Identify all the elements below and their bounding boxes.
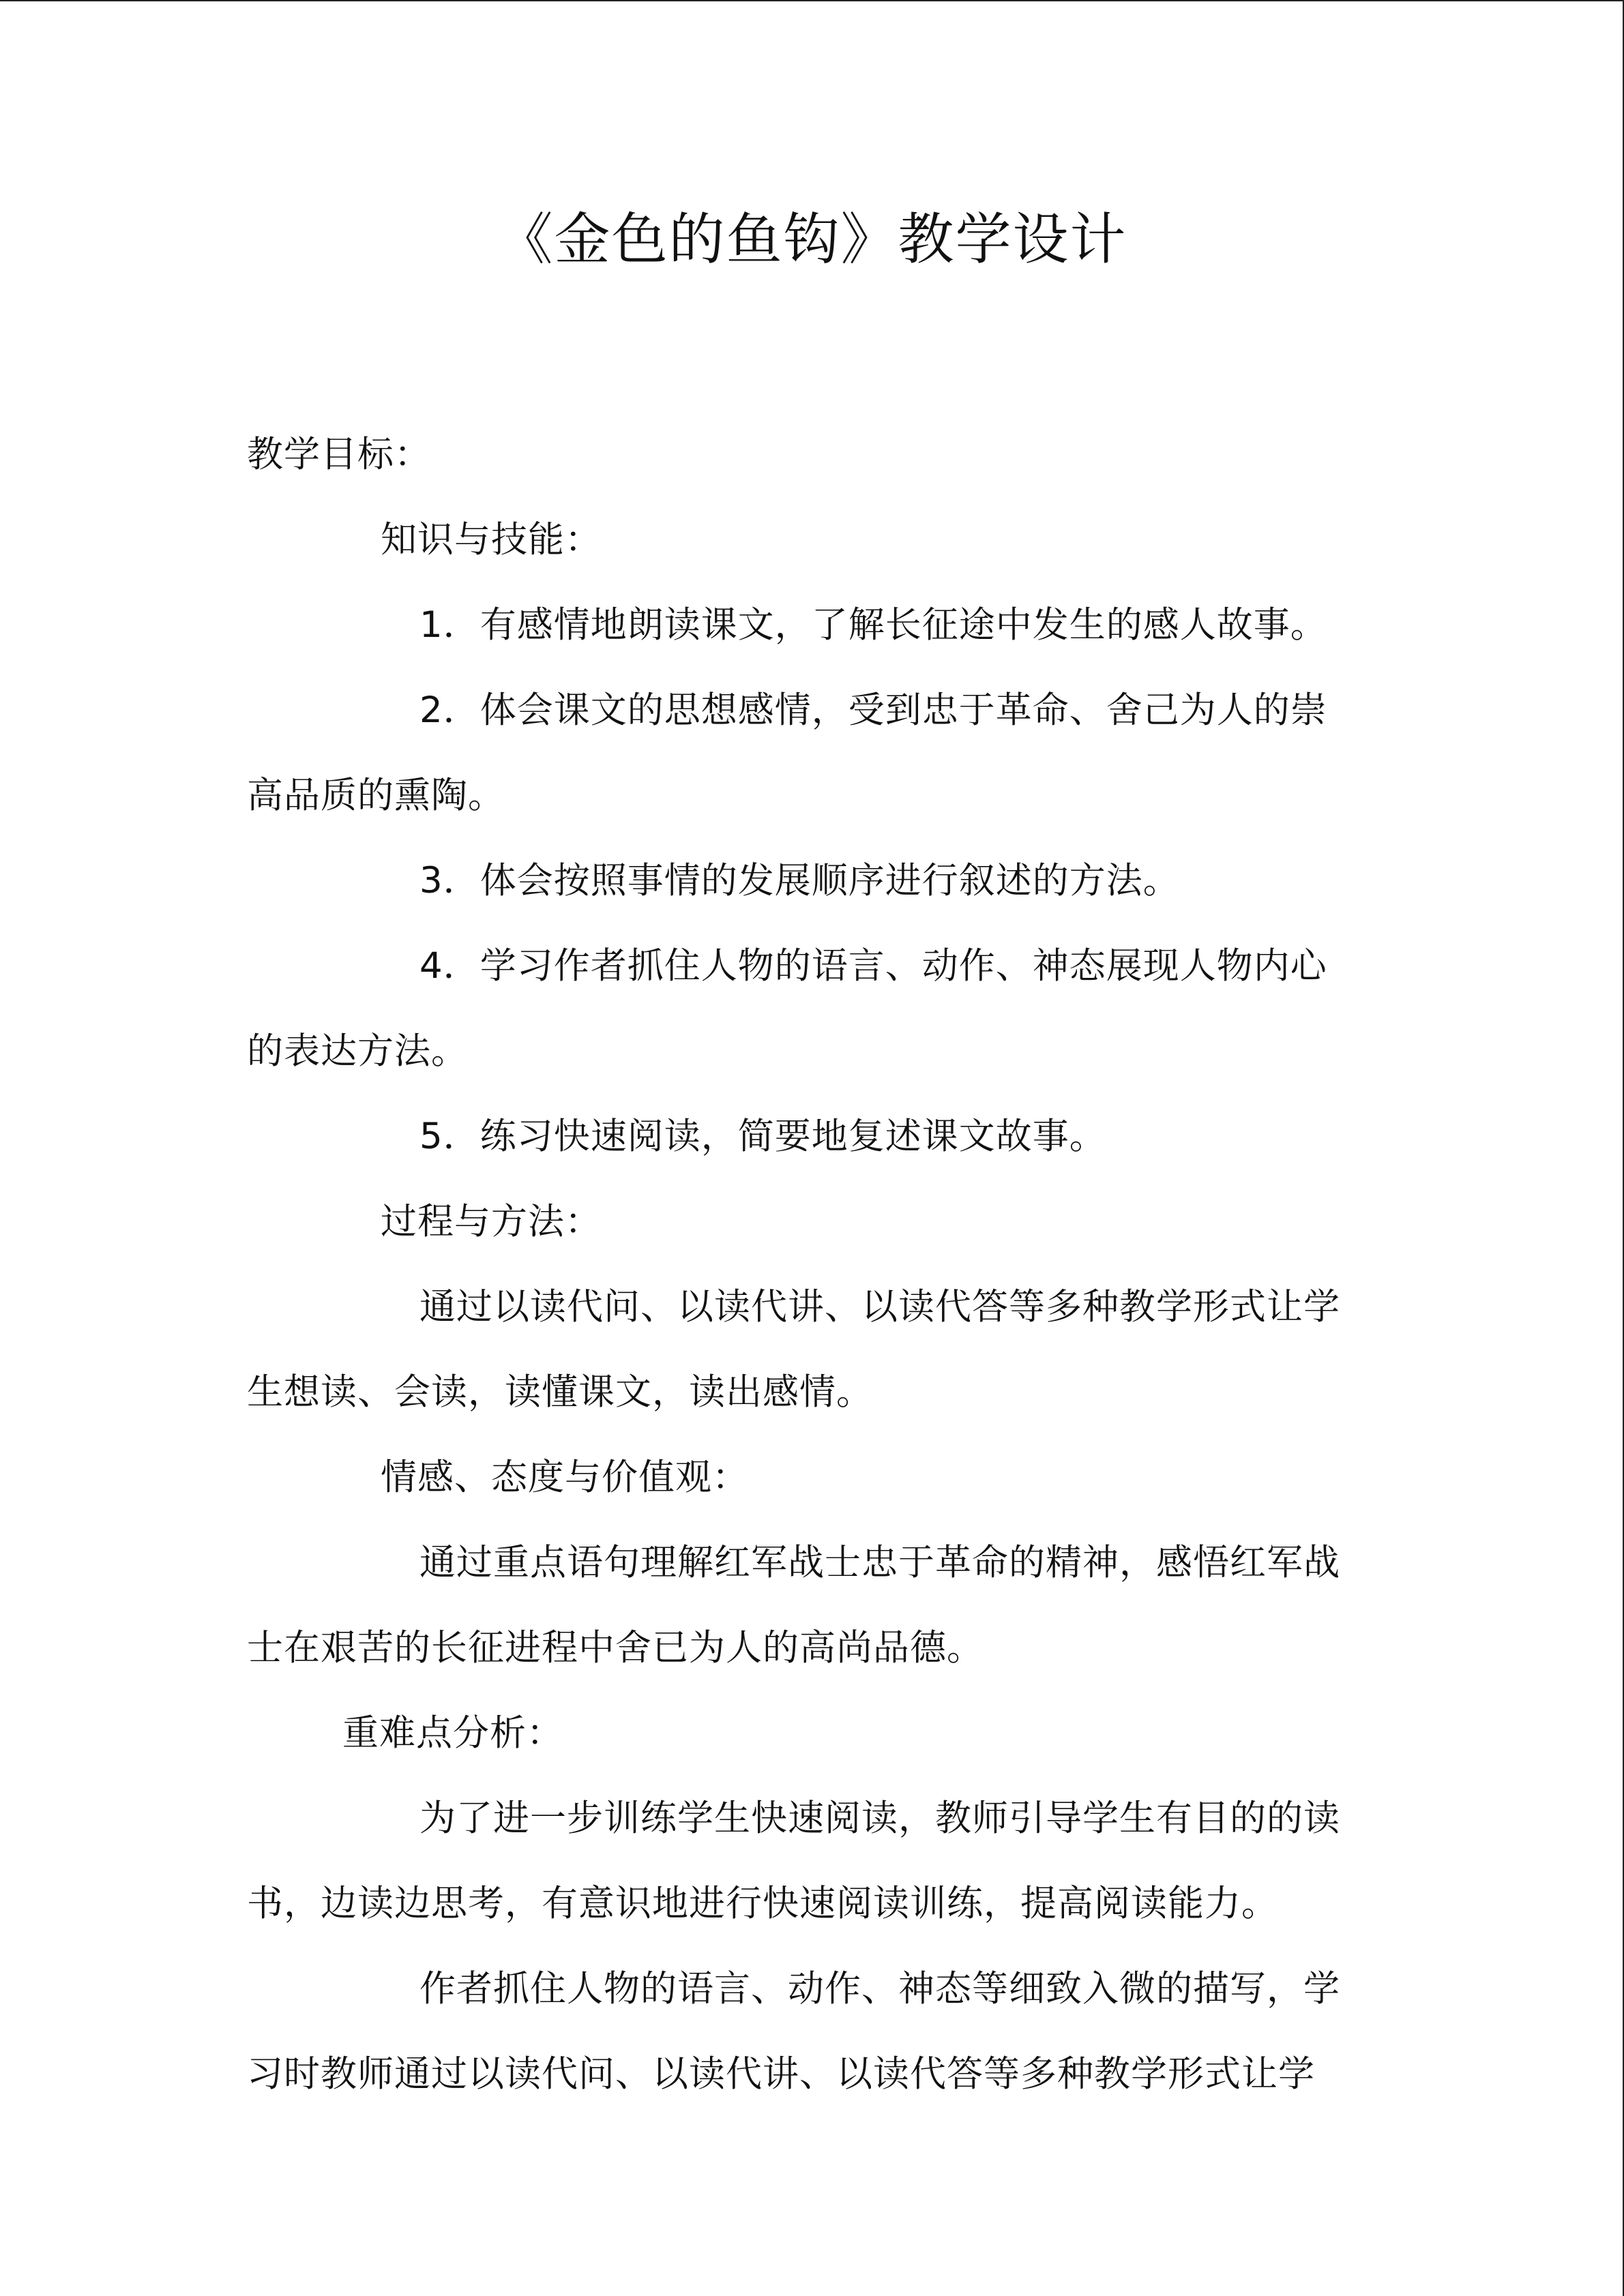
paragraph-line: 3．体会按照事情的发展顺序进行叙述的方法。 bbox=[419, 860, 1180, 901]
subheading-knowledge-skills: 知识与技能： bbox=[381, 519, 602, 561]
paragraph-line: 高品质的熏陶。 bbox=[247, 775, 505, 816]
paragraph-line: 2．体会课文的思想感情，受到忠于革命、舍己为人的崇 bbox=[419, 689, 1327, 731]
document-title: 《金色的鱼钩》教学设计 bbox=[497, 207, 1127, 272]
paragraph-line: 作者抓住人物的语言、动作、神态等细致入微的描写，学 bbox=[419, 1968, 1340, 2010]
section-heading-key-points: 重难点分析： bbox=[342, 1712, 563, 1754]
paragraph-line: 为了进一步训练学生快速阅读，教师引导学生有目的的读 bbox=[419, 1798, 1340, 1839]
paragraph-line: 士在艰苦的长征进程中舍已为人的高尚品德。 bbox=[247, 1627, 984, 1669]
paragraph-line: 书，边读边思考，有意识地进行快速阅读训练，提高阅读能力。 bbox=[247, 1883, 1278, 1924]
subheading-emotion-values: 情感、态度与价值观： bbox=[381, 1457, 749, 1498]
subheading-process-methods: 过程与方法： bbox=[381, 1201, 602, 1242]
paragraph-line: 通过重点语句理解红军战士忠于革命的精神，感悟红军战 bbox=[419, 1542, 1340, 1583]
paragraph-line: 4．学习作者抓住人物的语言、动作、神态展现人物内心 bbox=[419, 945, 1327, 987]
section-heading-objectives: 教学目标： bbox=[247, 434, 431, 475]
paragraph-line: 习时教师通过以读代问、以读代讲、以读代答等多种教学形式让学 bbox=[247, 2053, 1315, 2095]
paragraph-line: 5．练习快速阅读，简要地复述课文故事。 bbox=[419, 1116, 1106, 1157]
paragraph-line: 的表达方法。 bbox=[247, 1030, 468, 1072]
paragraph-line: 通过以读代问、以读代讲、以读代答等多种教学形式让学 bbox=[419, 1286, 1340, 1328]
paragraph-line: 生想读、会读，读懂课文，读出感情。 bbox=[247, 1371, 873, 1413]
paragraph-line: 1．有感情地朗读课文，了解长征途中发生的感人故事。 bbox=[419, 604, 1327, 646]
